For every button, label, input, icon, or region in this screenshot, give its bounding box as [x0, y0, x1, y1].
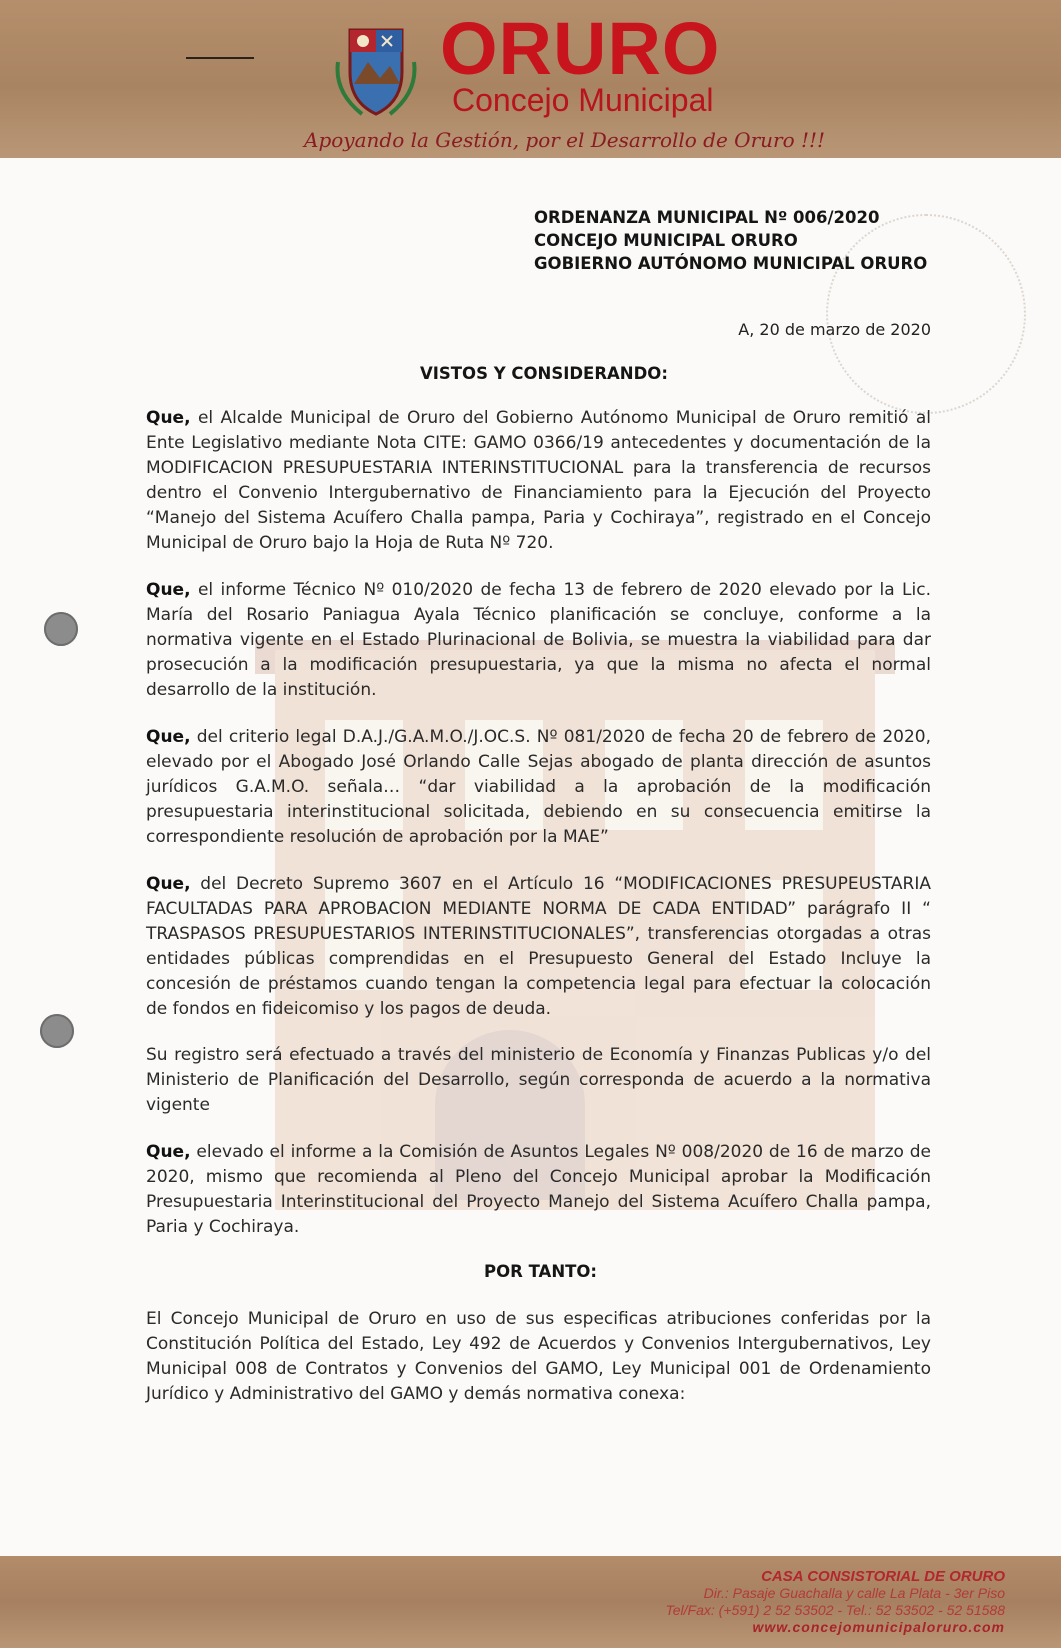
paragraph-1: Que, el Alcalde Municipal de Oruro del Gobierno Autónomo Municipal de Oruro remitió al Ente Legislativo mediante Nota CITE: GAMO 0366/19 antecedentes y documentación de la MODIFICACION PRESUPUESTARIA INTERINSTITUCIONAL para la transferencia de recursos dentro el Convenio Intergubernativo de Financiamiento para la Ejecución del Proyecto “Manejo del Sistema Acuífero Challa pampa, Paria y Cochiraya”, registrado en el Concejo Municipal de Oruro bajo la Hoja de Ruta Nº 720.: [146, 408, 931, 553]
punch-hole-top: [44, 612, 78, 646]
footer-contact: [666, 1568, 1006, 1636]
council-name: CONCEJO MUNICIPAL ORURO: [534, 231, 798, 250]
por-tanto-heading: POR TANTO:: [484, 1262, 598, 1281]
paragraph-2: Que, el informe Técnico Nº 010/2020 de fecha 13 de febrero de 2020 elevado por la Lic. María del Rosario Paniagua Ayala Técnico planificación se concluye, conforme a la normativa vigente en el Estado Plurinacional de Bolivia, se muestra la viabilidad para dar prosecución a la modificación presupuestaria, ya que la misma no afecta el normal desarrollo de la institución.: [146, 580, 931, 700]
punch-hole-bottom: [40, 1014, 74, 1048]
letterhead-footer: [0, 1556, 1061, 1648]
footer-title: CASA CONSISTORIAL DE ORURO: [761, 1568, 1005, 1585]
government-name: GOBIERNO AUTÓNOMO MUNICIPAL ORURO: [534, 254, 928, 273]
vistos-heading: VISTOS Y CONSIDERANDO:: [420, 364, 668, 383]
brand-title: ORURO: [440, 7, 721, 90]
closing-paragraph: El Concejo Municipal de Oruro en uso de sus especificas atribuciones conferidas por la Constitución Política del Estado, Ley 492 de Acuerdos y Convenios Intergubernativos, Ley Municipal 008 de Contratos y Convenios del GAMO, Ley Municipal 001 de Ordenamiento Jurídico y Administrativo del GAMO y demás normativa conexa:: [146, 1309, 931, 1404]
coat-of-arms-icon: [332, 22, 420, 120]
footer-phones: Tel/Fax: (+591) 2 52 53502 - Tel.: 52 53502 - 52 51588: [665, 1602, 1005, 1618]
scan-mark: [186, 57, 254, 59]
paragraph-5: Su registro será efectuado a través del ministerio de Economía y Finanzas Publicas y/o del Ministerio de Planificación del Desarrollo, según corresponda de acuerdo a la normativa vigente: [146, 1045, 931, 1115]
ordinance-number: ORDENANZA MUNICIPAL Nº 006/2020: [534, 208, 880, 227]
brand-subtitle: Concejo Municipal: [452, 82, 714, 118]
footer-website[interactable]: www.concejomunicipaloruro.com: [752, 1619, 1005, 1635]
paragraph-4: Que, del Decreto Supremo 3607 en el Artículo 16 “MODIFICACIONES PRESUPEUSTARIA FACULTADAS PARA APROBACION MEDIANTE NORMA DE CADA ENTIDAD” parágrafo II “ TRASPASOS PRESUPUESTARIOS INTERINSTITUCIONALES”, transferencias otorgadas a otras entidades públicas comprendidas en el Presupuesto General del Estado Incluye la concesión de préstamos cuando tengan la competencia legal para efectuar la colocación de fondos en fideicomiso y los pagos de deuda.: [146, 874, 931, 1019]
footer-address: Dir.: Pasaje Guachalla y calle La Plata - 3er Piso: [703, 1585, 1005, 1601]
paragraph-3: Que, del criterio legal D.A.J./G.A.M.O./J.OC.S. Nº 081/2020 de fecha 20 de febrero de 2020, elevado por el Abogado José Orlando Calle Sejas abogado de planta dirección de asuntos jurídicos G.A.M.O. señala… “dar viabilidad a la aprobación de la modificación presupuestaria interinstitucional solicitada, debiendo en su consecuencia emitirse la correspondiente resolución de aprobación por la MAE”: [146, 727, 931, 847]
letterhead-header: [0, 0, 1061, 158]
header-motto: Apoyando la Gestión, por el Desarrollo de Oruro !!!: [304, 128, 826, 152]
paragraph-6: Que, elevado el informe a la Comisión de Asuntos Legales Nº 008/2020 de 16 de marzo de 2020, mismo que recomienda al Pleno del Concejo Municipal aprobar la Modificación Presupuestaria Interinstitucional del Proyecto Manejo del Sistema Acuífero Challa pampa, Paria y Cochiraya.: [146, 1142, 931, 1237]
ordinance-title: [534, 206, 927, 275]
document-date: A, 20 de marzo de 2020: [738, 320, 931, 339]
